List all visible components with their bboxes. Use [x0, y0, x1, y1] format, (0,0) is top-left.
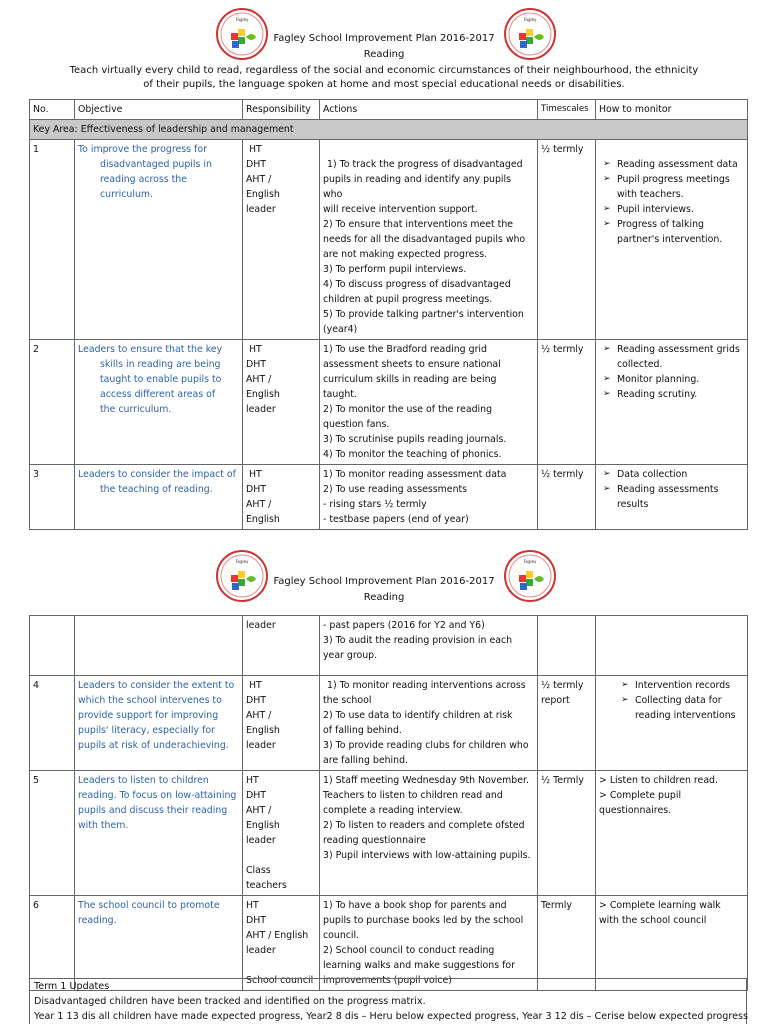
- timescale-cell: ½ Termly: [538, 771, 596, 896]
- responsibility-cell: HT DHT AHT / English leader: [243, 140, 320, 340]
- timescale-cell: ½ termly report: [538, 676, 596, 771]
- list-item: ➢ Reading assessment grids collected.: [599, 342, 743, 372]
- actions-cell: 1) To have a book shop for parents and pupils to purchase books led by the school council. 2) School council to conduct reading learning walks and make suggestions for improvements (pupil voice): [320, 896, 538, 991]
- table-row: [30, 465, 748, 530]
- table-row: [30, 896, 748, 991]
- improvement-plan-table-continued: [29, 615, 748, 991]
- list-item: > Listen to children read.: [599, 775, 718, 786]
- row-number: 1: [30, 140, 75, 340]
- svg-text:Fagley: Fagley: [235, 559, 249, 564]
- timescale-cell: ½ termly: [538, 465, 596, 530]
- monitor-cell: [596, 771, 748, 896]
- list-item: ➢ Pupil progress meetings with teachers.: [599, 172, 743, 202]
- page2-header: [0, 574, 768, 605]
- header-actions: Actions: [320, 100, 538, 120]
- plan-subtitle: Reading: [363, 49, 405, 60]
- row-number: 2: [30, 340, 75, 465]
- list-item: > Complete learning walk with the school council: [599, 900, 721, 926]
- monitor-cell: [596, 896, 748, 991]
- list-item: ➢ Pupil interviews.: [599, 202, 743, 217]
- row-number: 6: [30, 896, 75, 991]
- timescale-cell: ½ termly: [538, 140, 596, 340]
- table-row: [30, 676, 748, 771]
- table-row: [30, 340, 748, 465]
- monitor-cell: [596, 465, 748, 530]
- responsibility-cell: HT DHT AHT / English leader: [243, 676, 320, 771]
- actions-cell: 1) To use the Bradford reading grid assessment sheets to ensure national curriculum skills in reading are being taught. 2) To monitor the use of the reading question fans. 3) To scrutinise pupils reading journals. 4) To monitor the teaching of phonics.: [320, 340, 538, 465]
- objective-cell: The school council to promote reading.: [75, 896, 243, 991]
- objective-cell: Leaders to listen to children reading. To focus on low-attaining pupils and discuss their reading with them.: [75, 771, 243, 896]
- list-item: ➢ Reading assessment data: [599, 157, 743, 172]
- actions-cell: - past papers (2016 for Y2 and Y6) 3) To audit the reading provision in each year group.: [320, 616, 538, 676]
- timescale-cell: ½ termly: [538, 340, 596, 465]
- updates-heading: Term 1 Updates: [34, 981, 110, 992]
- actions-cell: 1) To track the progress of disadvantaged pupils in reading and identify any pupils who will receive intervention support. 2) To ensure that interventions meet the needs for all the disadvantaged pupils who are not making expected progress. 3) To perform pupil interviews. 4) To discuss progress of disadvantaged children at pupil progress meetings. 5) To provide talking partner's intervention (year4): [320, 140, 538, 340]
- plan-title-page2: Fagley School Improvement Plan 2016-2017: [273, 576, 495, 587]
- list-item: > Complete pupil questionnaires.: [599, 790, 682, 816]
- improvement-plan-table: [29, 99, 748, 530]
- responsibility-cell: HT DHT AHT / English leader School council: [243, 896, 320, 991]
- header-objective: Objective: [75, 100, 243, 120]
- list-item: ➢ Data collection: [599, 467, 743, 482]
- table-row: [30, 771, 748, 896]
- header-timescales: Timescales: [538, 100, 596, 120]
- row-number: 5: [30, 771, 75, 896]
- timescale-cell: Termly: [538, 896, 596, 991]
- plan-subtitle-page2: Reading: [363, 592, 405, 603]
- svg-text:Fagley: Fagley: [523, 17, 537, 22]
- responsibility-cell: HT DHT AHT / English leader Class teachers: [243, 771, 320, 896]
- updates-line: Year 1 13 dis all children have made expected progress, Year2 8 dis – Heru below expected progress, Year 3 12 dis – Cerise below expected progress: [34, 1011, 749, 1022]
- responsibility-cell: leader: [243, 616, 320, 676]
- plan-intro: Teach virtually every child to read, regardless of the social and economic circumstances of their neighbourhood, the ethnicity of their pupils, the language spoken at home and most special educational needs or disabilities.: [69, 65, 699, 90]
- page1-header: [0, 31, 768, 92]
- list-item: ➢ Progress of talking partner's intervention.: [599, 217, 743, 247]
- monitor-cell: [596, 140, 748, 340]
- key-area-label: Key Area: Effectiveness of leadership and management: [30, 120, 748, 140]
- table-row-continued: [30, 616, 748, 676]
- list-item: ➢ Reading scrutiny.: [599, 387, 743, 402]
- svg-text:Fagley: Fagley: [523, 559, 537, 564]
- actions-cell: 1) Staff meeting Wednesday 9th November. Teachers to listen to children read and complete a reading interview. 2) To listen to readers and complete ofsted reading questionnaire 3) Pupil interviews with low-attaining pupils.: [320, 771, 538, 896]
- term-updates: [29, 978, 747, 1024]
- list-item: ➢ Intervention records: [599, 678, 743, 693]
- plan-title: Fagley School Improvement Plan 2016-2017: [273, 33, 495, 44]
- monitor-cell: [596, 676, 748, 771]
- objective-cell: To improve the progress for disadvantaged pupils in reading across the curriculum.: [75, 140, 243, 340]
- monitor-cell: [596, 340, 748, 465]
- responsibility-cell: HT DHT AHT / English leader: [243, 340, 320, 465]
- table-header-row: [30, 100, 748, 120]
- header-no: No.: [30, 100, 75, 120]
- table-row: [30, 140, 748, 340]
- row-number: 3: [30, 465, 75, 530]
- updates-line: Disadvantaged children have been tracked and identified on the progress matrix.: [34, 996, 426, 1007]
- actions-cell: 1) To monitor reading assessment data 2) To use reading assessments - rising stars ½ termly - testbase papers (end of year): [320, 465, 538, 530]
- list-item: ➢ Collecting data for reading interventions: [599, 693, 743, 723]
- actions-cell: 1) To monitor reading interventions across the school 2) To use data to identify children at risk of falling behind. 3) To provide reading clubs for children who are falling behind.: [320, 676, 538, 771]
- row-number: 4: [30, 676, 75, 771]
- list-item: ➢ Reading assessments results: [599, 482, 743, 512]
- key-area-row: [30, 120, 748, 140]
- objective-cell: Leaders to consider the extent to which the school intervenes to provide support for improving pupils' literacy, especially for pupils at risk of underachieving.: [75, 676, 243, 771]
- objective-cell: Leaders to consider the impact of the teaching of reading.: [75, 465, 243, 530]
- header-monitor: How to monitor: [596, 100, 748, 120]
- header-responsibility: Responsibility: [243, 100, 320, 120]
- list-item: ➢ Monitor planning.: [599, 372, 743, 387]
- responsibility-cell: HT DHT AHT / English: [243, 465, 320, 530]
- objective-cell: Leaders to ensure that the key skills in reading are being taught to enable pupils to access different areas of the curriculum.: [75, 340, 243, 465]
- svg-text:Fagley: Fagley: [235, 17, 249, 22]
